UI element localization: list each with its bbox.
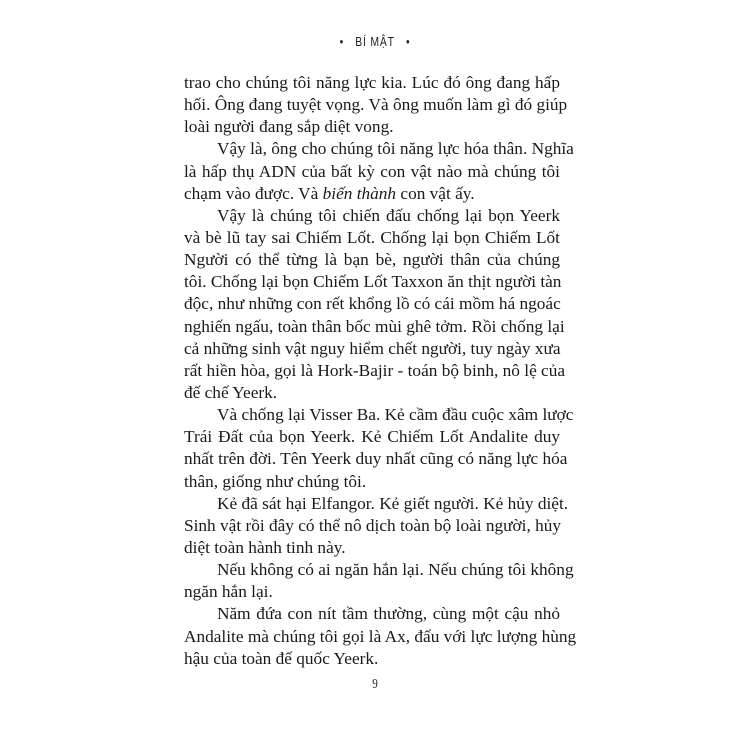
paragraph (184, 404, 574, 493)
body-text (184, 72, 577, 670)
text-segment: Sinh vật rồi đây có thể nô dịch toàn bộ loài người, hủy (184, 515, 562, 535)
text-segment: hối. Ông đang tuyệt vọng. Và ông muốn làm gì đó giúp (184, 95, 568, 115)
text-segment: Kẻ đã sát hại Elfangor. Kẻ giết người. Kẻ hủy diệt. (217, 493, 569, 513)
text-line (184, 626, 577, 648)
text-segment: diệt toàn hành tinh này. (184, 537, 346, 557)
text-line (184, 382, 560, 404)
text-line (184, 404, 574, 426)
text-line (184, 293, 560, 315)
text-segment: Năm đứa con nít tầm thường, cùng một cậu nhỏ (217, 604, 560, 624)
text-line (184, 205, 560, 227)
text-segment: rất hiền hòa, gọi là Hork-Bajir - toán bộ binh, nô lệ của (184, 360, 566, 380)
text-line (184, 271, 560, 293)
text-line (184, 515, 560, 537)
text-segment: hậu của toàn đế quốc Yeerk. (184, 648, 379, 668)
text-line (184, 448, 568, 470)
text-segment: là hấp thụ ADN của bất kỳ con vật nào mà chúng tôi (184, 161, 560, 181)
text-segment: Người có thể từng là bạn bè, người thân của chúng (184, 250, 560, 270)
text-segment: loài người đang sắp diệt vong. (184, 117, 394, 137)
paragraph (184, 138, 574, 204)
text-segment: chạm vào được. Và (184, 183, 323, 203)
text-line (184, 493, 569, 515)
text-segment: Nếu không có ai ngăn hắn lại. Nếu chúng tôi không (217, 560, 574, 580)
text-line (184, 94, 568, 116)
text-line (184, 648, 560, 670)
text-line (184, 161, 560, 183)
text-line (184, 227, 560, 249)
text-segment: Vậy là chúng tôi chiến đấu chống lại bọn Yeerk (217, 205, 560, 225)
text-segment: ngăn hắn lại. (184, 582, 273, 602)
text-line (184, 426, 560, 448)
text-line (184, 338, 560, 360)
paragraph (184, 603, 577, 669)
header-ornament-right: • (405, 34, 411, 49)
text-segment: con vật ấy. (396, 183, 475, 203)
text-segment: tôi. Chống lại bọn Chiếm Lốt Taxxon ăn thịt người tàn (184, 272, 562, 292)
text-line (184, 183, 560, 205)
header-ornament-left: • (339, 34, 345, 49)
text-segment: Và chống lại Visser Ba. Kẻ cầm đầu cuộc xâm lược (217, 405, 574, 425)
text-segment: nghiến ngấu, toàn thân bốc mùi ghê tởm. Rồi chống lại (184, 316, 565, 336)
text-segment: nhất trên đời. Tên Yeerk duy nhất cũng có năng lực hóa (184, 449, 568, 469)
paragraph (184, 72, 568, 138)
text-line (184, 138, 574, 160)
text-line (184, 116, 560, 138)
text-segment: đế chế Yeerk. (184, 382, 278, 402)
text-line (184, 537, 560, 559)
text-line (184, 603, 560, 625)
paragraph (184, 493, 569, 559)
italic-text: biến thành (322, 183, 397, 203)
text-segment: Andalite mà chúng tôi gọi là Ax, đấu với lực lượng hùng (184, 626, 577, 646)
paragraph (184, 559, 574, 603)
text-segment: Trái Đất của bọn Yeerk. Kẻ Chiếm Lốt Andalite duy (184, 427, 560, 447)
chapter-title: BÍ MẬT (355, 34, 395, 49)
text-segment: độc, như những con rết khổng lồ có cái mồm há ngoác (184, 294, 561, 314)
text-segment: cả những sinh vật nguy hiểm chết người, tuy ngày xưa (184, 338, 561, 358)
text-line (184, 72, 560, 94)
text-line (184, 559, 574, 581)
page-number: 9 (372, 677, 378, 692)
text-line (184, 360, 566, 382)
paragraph (184, 205, 566, 404)
text-line (184, 471, 560, 493)
text-line (184, 316, 565, 338)
text-segment: Vậy là, ông cho chúng tôi năng lực hóa thân. Nghĩa (217, 139, 574, 159)
text-segment: thân, giống như chúng tôi. (184, 471, 367, 491)
text-line (184, 249, 560, 271)
text-line (184, 581, 560, 603)
running-header (75, 34, 675, 49)
text-segment: trao cho chúng tôi năng lực kia. Lúc đó ông đang hấp (184, 73, 560, 92)
text-segment: và bè lũ tay sai Chiếm Lốt. Chống lại bọn Chiếm Lốt (184, 227, 560, 247)
